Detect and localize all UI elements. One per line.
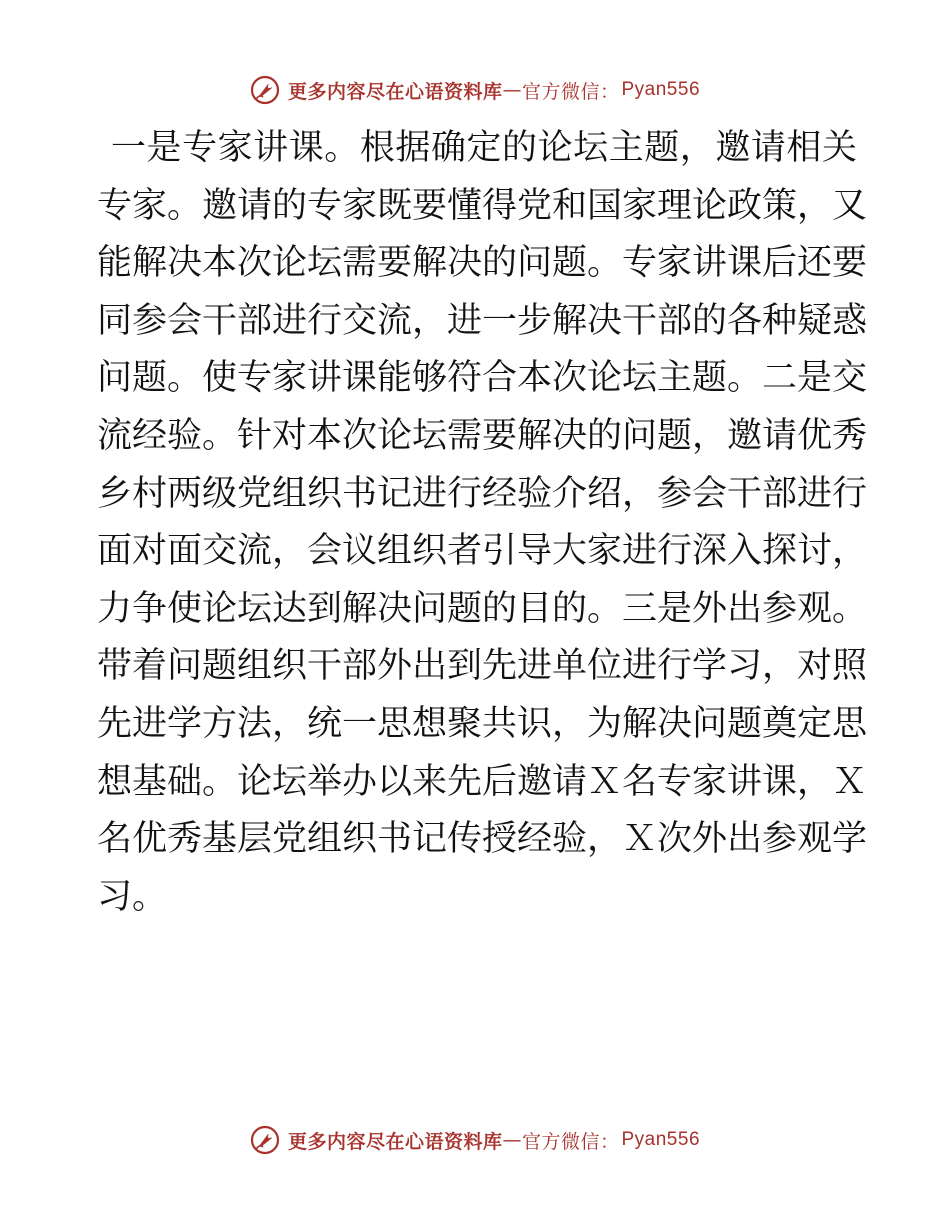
body-line: 带着问题组织干部外出到先进单位进行学习，对照	[97, 646, 868, 687]
body-line: 面对面交流，会议组织者引导大家进行深入探讨，	[97, 531, 868, 572]
body-line: 想基础。论坛举办以来先后邀请Ｘ名专家讲课，Ｘ	[97, 761, 868, 802]
watermark-brand-text: 更多内容尽在心语资料库	[287, 1130, 503, 1153]
pen-nib-logo-icon	[250, 1125, 280, 1155]
body-line: 能解决本次论坛需要解决的问题。专家讲课后还要	[97, 243, 868, 284]
pen-nib-logo-icon	[250, 75, 280, 105]
body-line: 同参会干部进行交流，进一步解决干部的各种疑惑	[97, 300, 868, 341]
watermark-separator: —	[502, 79, 522, 101]
document-body	[97, 120, 868, 926]
body-line: 先进学方法，统一思想聚共识，为解决问题奠定思	[97, 703, 868, 744]
body-line: 问题。使专家讲课能够符合本次论坛主题。二是交	[97, 358, 868, 399]
watermark-wechat-id: Pyan556	[621, 79, 701, 100]
body-line: 乡村两级党组织书记进行经验介绍，参会干部进行	[97, 473, 868, 514]
body-line: 一是专家讲课。根据确定的论坛主题，邀请相关	[111, 128, 857, 168]
watermark-wechat-label: 官方微信：	[521, 80, 620, 103]
body-line: 专家。邀请的专家既要懂得党和国家理论政策，又	[97, 185, 868, 226]
body-line: 流经验。针对本次论坛需要解决的问题，邀请优秀	[97, 415, 868, 456]
body-line: 力争使论坛达到解决问题的目的。三是外出参观。	[97, 588, 868, 629]
body-line: 名优秀基层党组织书记传授经验，Ｘ次外出参观学	[97, 819, 868, 860]
watermark-separator: —	[502, 1129, 522, 1151]
watermark-wechat-id: Pyan556	[621, 1129, 701, 1150]
watermark-wechat-label: 官方微信：	[521, 1130, 620, 1153]
footer-watermark	[0, 1120, 950, 1160]
body-line: 习。	[97, 876, 168, 917]
watermark-brand-text: 更多内容尽在心语资料库	[287, 80, 503, 103]
header-watermark	[0, 70, 950, 110]
